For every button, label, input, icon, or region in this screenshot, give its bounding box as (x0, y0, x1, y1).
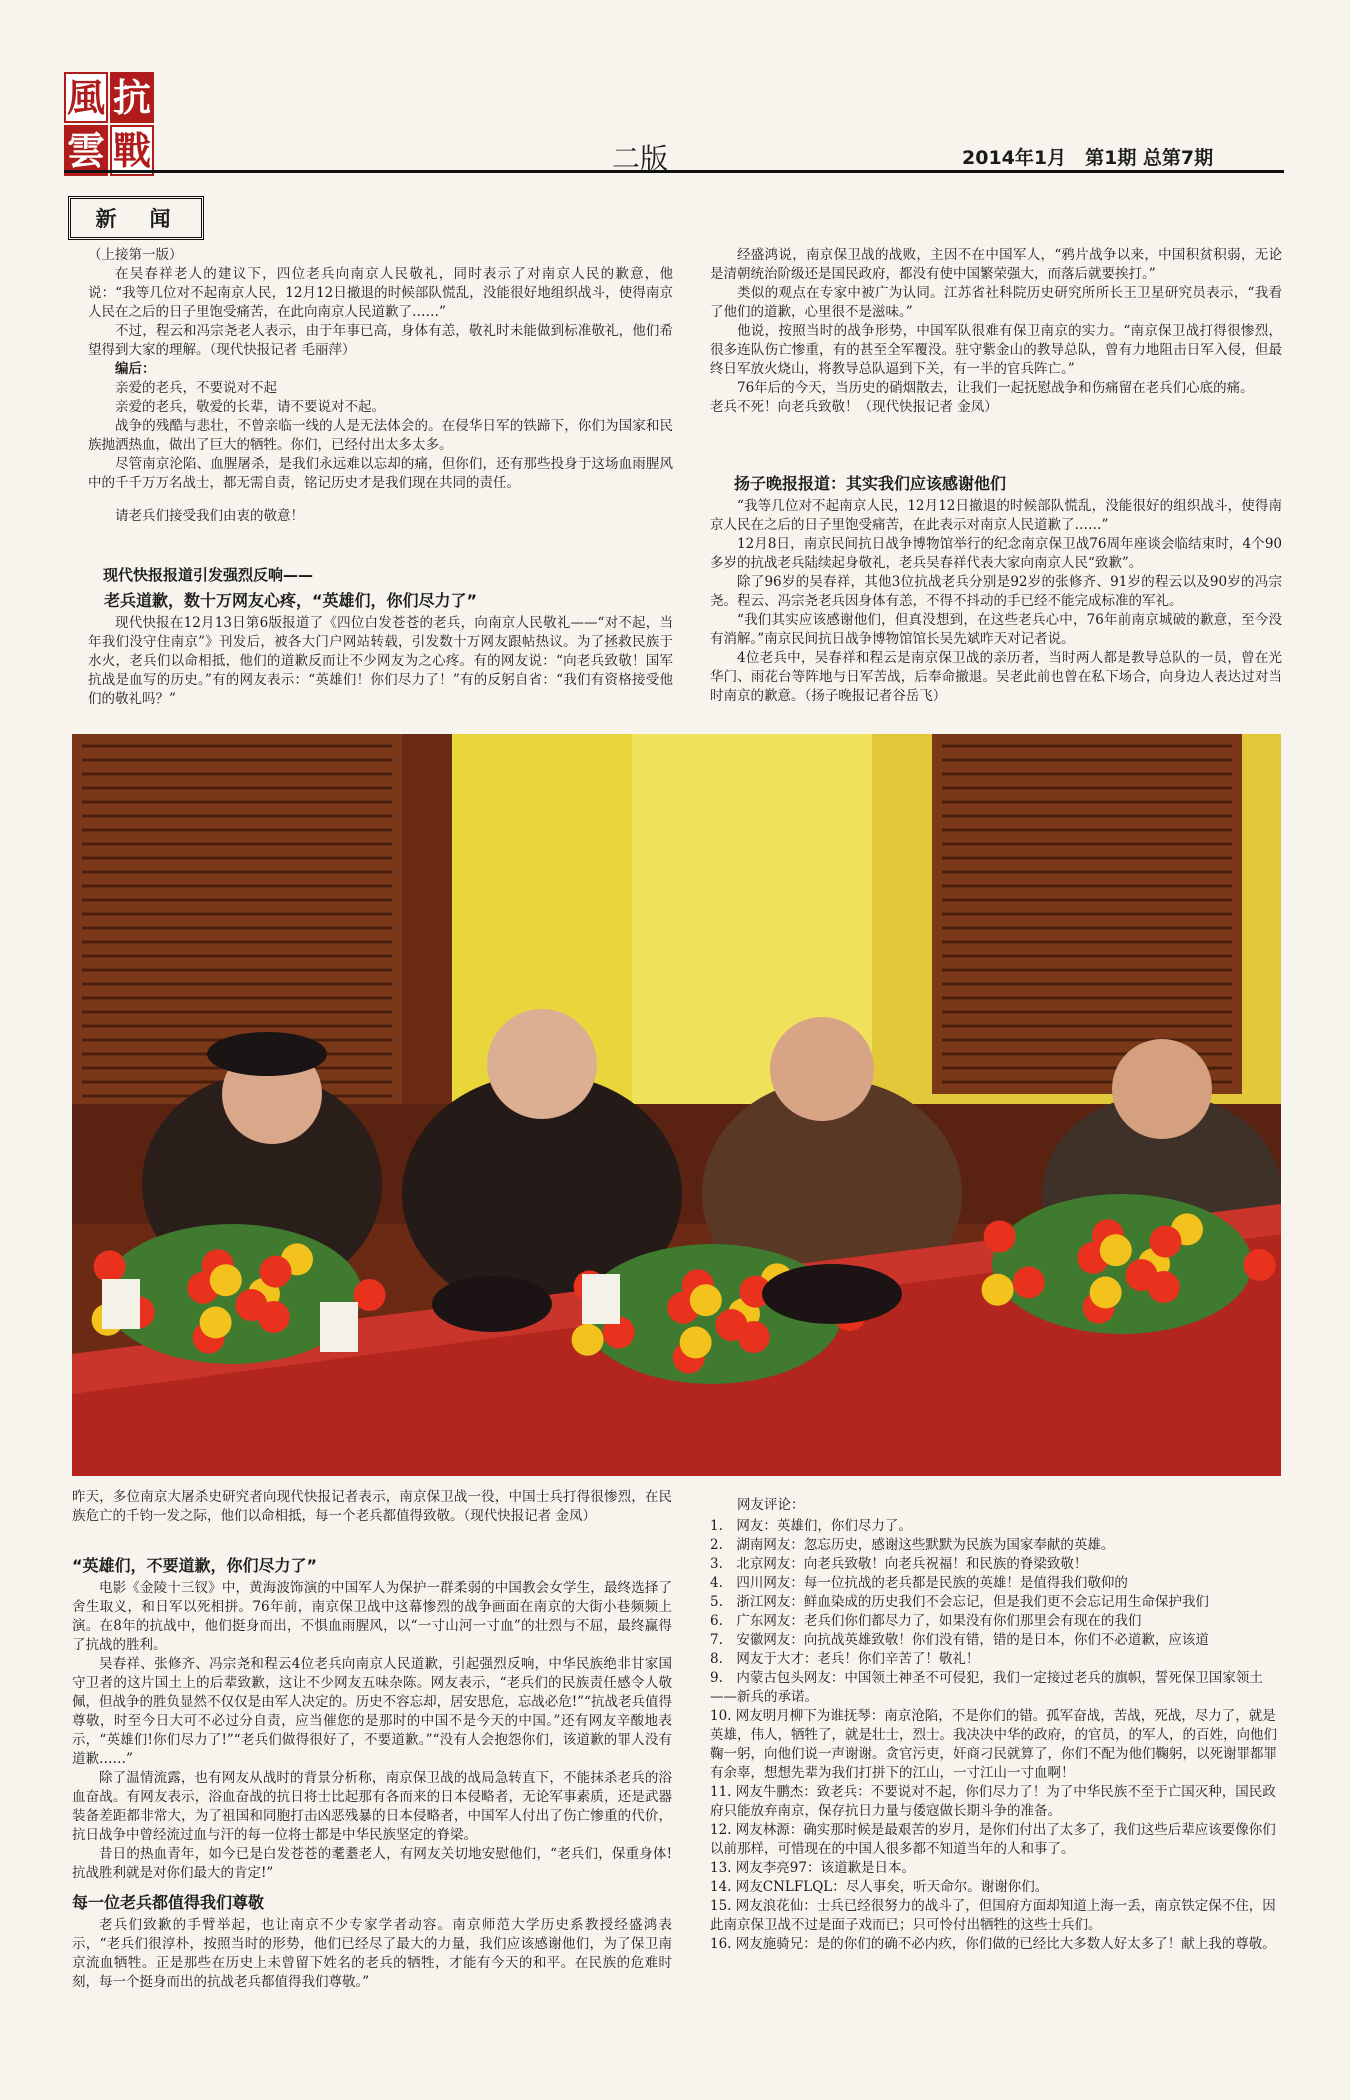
paragraph: 4位老兵中，吴春祥和程云是南京保卫战的亲历者，当时两人都是教导总队的一员，曾在光华门、雨花台等阵地与日军苦战，后奉命撤退。吴老此前也曾在私下场合，向身边人表达过对当时南京的歉意。（扬子晚报记者谷岳飞） (710, 650, 1282, 704)
logo-char: 雲 (64, 125, 108, 176)
editor-label: 编后： (115, 361, 156, 377)
article-headline: 扬子晚报报道：其实我们应该感谢他们 (734, 474, 1007, 493)
article-headline: 老兵道歉，数十万网友心疼，“英雄们，你们尽力了” (104, 591, 478, 610)
paragraph: 老兵们致歉的手臂举起，也让南京不少专家学者动容。南京师范大学历史系教授经盛鸿表示，“老兵们很淳朴，按照当时的形势，他们已经尽了最大的力量，我们应该感谢他们，为了保卫南京流血牺牲。正是那些在历史上未曾留下姓名的老兵的牺牲，才能有今天的和平。在民族的危难时刻，每一个挺身而出的抗战老兵都值得我们尊敬。” (72, 1917, 672, 1990)
article-xiandai (88, 566, 673, 709)
paragraph: “我们其实应该感谢他们，但真没想到，在这些老兵心中，76年前南京城破的歉意，至今没有消解。”南京民间抗日战争博物馆馆长吴先斌昨天对记者说。 (710, 612, 1282, 647)
comment-item: 3. 北京网友：向老兵致敬！向老兵祝福！和民族的脊梁致敬！ (710, 1556, 1088, 1572)
logo-char: 抗 (110, 72, 154, 123)
section-label: 新 闻 (68, 196, 204, 240)
logo-char: 戰 (110, 125, 154, 176)
comment-item: 5. 浙江网友：鲜血染成的历史我们不会忘记，但是我们更不会忘记用生命保护我们 (710, 1594, 1209, 1610)
article-kicker: 现代快报报道引发强烈反响—— (103, 566, 314, 584)
header-rule (64, 170, 1284, 173)
comment-item: 13. 网友李亮97：该道歉是日本。 (710, 1860, 915, 1876)
photo-caption (72, 1488, 672, 1526)
paragraph: 他说，按照当时的战争形势，中国军队很难有保卫南京的实力。“南京保卫战打得很惨烈，很多连队伤亡惨重，有的甚至全军覆没。驻守紫金山的教导总队，曾有力地阻击日军入侵，但最终日军放火烧山，将教导总队逼到下关，有一半的官兵阵亡。” (710, 323, 1282, 377)
article-yangzi (710, 468, 1282, 706)
paragraph: 电影《金陵十三钗》中，黄海波饰演的中国军人为保护一群柔弱的中国教会女学生，最终选择了舍生取义，和日军以死相拼。76年前，南京保卫战中这幕惨烈的战争画面在南京的大街小巷频频上演。在8年的抗战中，他们挺身而出，不惧血雨腥风，以“一寸山河一寸血”的壮烈与不屈，最终赢得了抗战的胜利。 (72, 1580, 672, 1653)
paragraph: 亲爱的老兵，不要说对不起 (115, 380, 277, 396)
paragraph: 昔日的热血青年，如今已是白发苍苍的耄耋老人，有网友关切地安慰他们，“老兵们，保重身体!抗战胜利就是对你们最大的肯定!” (72, 1846, 672, 1881)
paragraph: 经盛鸿说，南京保卫战的战败，主因不在中国军人，“鸦片战争以来，中国积贫积弱，无论是清朝统治阶级还是国民政府，都没有使中国繁荣强大，而落后就要挨打。” (710, 247, 1282, 282)
comment-item: 12. 网友林源：确实那时候是最艰苦的岁月，是你们付出了太多了，我们这些后辈应该要像你们以前那样，可惜现在的中国人很多都不知道当年的人和事了。 (710, 1822, 1276, 1857)
paragraph: 吴春祥、张修齐、冯宗尧和程云4位老兵向南京人民道歉，引起强烈反响，中华民族绝非甘家国守卫者的这片国土上的后辈致歉，这让不少网友五味杂陈。网友表示，“老兵们的民族责任感令人敬佩，但战争的胜负显然不仅仅是由军人决定的。历史不容忘却，居安思危，忘战必危!”“抗战老兵值得尊敬，时至今日大可不必过分自责，应当催您的是那时的中国不是今天的中国。”还有网友辛酸地表示，“英雄们!你们尽力了!”“老兵们做得很好了，不要道歉。”“没有人会抱怨你们，该道歉的罪人没有道歉……” (72, 1656, 672, 1767)
paragraph: 在吴春祥老人的建议下，四位老兵向南京人民敬礼，同时表示了对南京人民的歉意，他说：“我等几位对不起南京人民，12月12日撤退的时候部队慌乱，没能很好地组织战斗，使得南京人民在之后的日子里饱受痛苦，在此向南京人民道歉了……” (88, 266, 673, 320)
comment-item: 9. 内蒙古包头网友：中国领土神圣不可侵犯，我们一定接过老兵的旗帜，誓死保卫国家领土——新兵的承诺。 (710, 1670, 1263, 1705)
paragraph: 现代快报在12月13日第6版报道了《四位白发苍苍的老兵，向南京人民敬礼——“对不起，当年我们没守住南京”》刊发后，被各大门户网站转载，引发数十万网友跟帖热议。为了拯救民族于水火，老兵们以命相抵，他们的道歉反而让不少网友为之心疼。有的网友说：“向老兵致敬！国军抗战是血写的历史。”有的网友表示：“英雄们！你们尽力了！”有的反躬自省：“我们有资格接受他们的敬礼吗？” (88, 615, 673, 707)
comment-item: 1. 网友：英雄们，你们尽力了。 (710, 1518, 912, 1534)
comment-item: 8. 网友于大才：老兵！你们辛苦了！敬礼！ (710, 1651, 980, 1667)
article-right-continued (710, 246, 1282, 417)
comment-item: 15. 网友浪花仙：士兵已经很努力的战斗了，但国府方面却知道上海一丢，南京铁定保不住，因此南京保卫战不过是面子戏而已；只可怜付出牺牲的这些士兵们。 (710, 1898, 1276, 1933)
paragraph: 除了温情流露，也有网友从战时的背景分析称，南京保卫战的战局急转直下，不能抹杀老兵的浴血奋战。有网友表示，浴血奋战的抗日将士比起那有各而来的日本侵略者，无论军事素质，还是武器装备差距都非常大，为了祖国和同胞打击凶恶残暴的日本侵略者，中国军人付出了伤亡惨重的代价，抗日战争中曾经流过血与汗的每一位将士都是中华民族坚定的脊梁。 (72, 1770, 672, 1843)
comment-item: 10. 网友明月柳下为谁抚琴：南京沧陷，不是你们的错。孤军奋战，苦战，死战，尽力了，就是英雄，伟人，牺牲了，就是壮士，烈士。我决决中华的政府，的官员，的军人，的百姓，向他们鞠一躬，向他们说一声谢谢。贪官污吏，奸商刁民就算了，你们不配为他们鞠躬，以死谢罪都罪有余辜，想想先辈为我们打拼下的江山，一寸江山一寸血啊！ (710, 1708, 1277, 1781)
comment-item: 16. 网友施骑兄：是的你们的确不必内疚，你们做的已经比大多数人好太多了！献上我的尊敬。 (710, 1936, 1276, 1952)
paragraph: 12月8日，南京民间抗日战争博物馆举行的纪念南京保卫战76周年座谈会临结束时，4个90多岁的抗战老兵陆续起身敬礼，老兵吴春祥代表大家向南京人民“致歉”。 (710, 536, 1282, 571)
caption-text: 昨天，多位南京大屠杀史研究者向现代快报记者表示，南京保卫战一役，中国士兵打得很惨烈，在民族危亡的千钧一发之际，他们以命相抵，每一个老兵都值得致敬。（现代快报记者 金凤） (72, 1489, 672, 1524)
comment-item: 11. 网友牛鹏杰：致老兵：不要说对不起，你们尽力了！为了中华民族不至于亡国灭种，国民政府只能放弃南京，保存抗日力量与倭寇做长期斗争的准备。 (710, 1784, 1276, 1819)
paragraph: 亲爱的老兵，敬爱的长辈，请不要说对不起。 (115, 399, 385, 415)
veterans-photo (72, 734, 1281, 1476)
comments-heading: 网友评论： (737, 1497, 805, 1513)
comments-list (710, 1517, 1280, 1954)
closing-line: 请老兵们接受我们由衷的敬意！ (115, 508, 304, 524)
article-heroes (72, 1550, 672, 1992)
newspaper-logo (64, 72, 154, 176)
logo-char: 風 (64, 72, 108, 123)
veterans-photo-illustration (72, 734, 1281, 1476)
paragraph: 尽管南京沦陷、血腥屠杀，是我们永远难以忘却的痛，但你们，还有那些投身于这场血雨腥风中的千千万万名战士，都无需自责，铭记历史才是我们现在共同的责任。 (88, 456, 673, 491)
comment-item: 6. 广东网友：老兵们你们都尽力了，如果没有你们那里会有现在的我们 (710, 1613, 1142, 1629)
paragraph: 类似的观点在专家中被广为认同。江苏省社科院历史研究所所长王卫星研究员表示，“我看了他们的道歉，心里很不是滋味。” (710, 285, 1282, 320)
article-headline: 每一位老兵都值得我们尊敬 (72, 1893, 265, 1912)
comment-item: 4. 四川网友：每一位抗战的老兵都是民族的英雄！是值得我们敬仰的 (710, 1575, 1128, 1591)
comment-item: 14. 网友CNLFLQL：尽人事矣，听天命尔。谢谢你们。 (710, 1879, 1049, 1895)
paragraph: 不过，程云和冯宗尧老人表示，由于年事已高，身体有恙，敬礼时未能做到标准敬礼，他们希望得到大家的理解。（现代快报记者 毛丽萍） (88, 323, 673, 358)
comment-item: 7. 安徽网友：向抗战英雄致敬！你们没有错，错的是日本，你们不必道歉，应该道 (710, 1632, 1209, 1648)
paragraph: 除了96岁的吴春祥，其他3位抗战老兵分别是92岁的张修齐、91岁的程云以及90岁的冯宗尧。程云、冯宗尧老兵因身体有恙，不得不抖动的手已经不能完成标准的军礼。 (710, 574, 1282, 609)
paragraph: 老兵不死！向老兵致敬！（现代快报记者 金凤） (710, 399, 998, 415)
paragraph: “我等几位对不起南京人民，12月12日撤退的时候部队慌乱，没能很好的组织战斗，使得南京人民在之后的日子里饱受痛苦，在此表示对南京人民道歉了……” (710, 498, 1282, 533)
edition-label: 二版 (612, 142, 669, 175)
paragraph: 战争的残酷与悲壮，不曾亲临一线的人是无法体会的。在侵华日军的铁蹄下，你们为国家和民族抛洒热血，做出了巨大的牺牲。你们，已经付出太多太多。 (88, 418, 673, 453)
comment-item: 2. 湖南网友：忽忘历史，感谢这些默默为民族为国家奉献的英雄。 (710, 1537, 1115, 1553)
netizen-comments (710, 1496, 1280, 1954)
paragraph: 76年后的今天，当历史的硝烟散去，让我们一起抚慰战争和伤痛留在老兵们心底的痛。 (737, 380, 1254, 396)
article-headline: “英雄们，不要道歉，你们尽力了” (72, 1556, 318, 1575)
issue-dateline: 2014年1月 第1期 总第7期 (962, 147, 1214, 169)
continued-note: （上接第一版） (88, 247, 183, 263)
article-continued (88, 246, 673, 526)
